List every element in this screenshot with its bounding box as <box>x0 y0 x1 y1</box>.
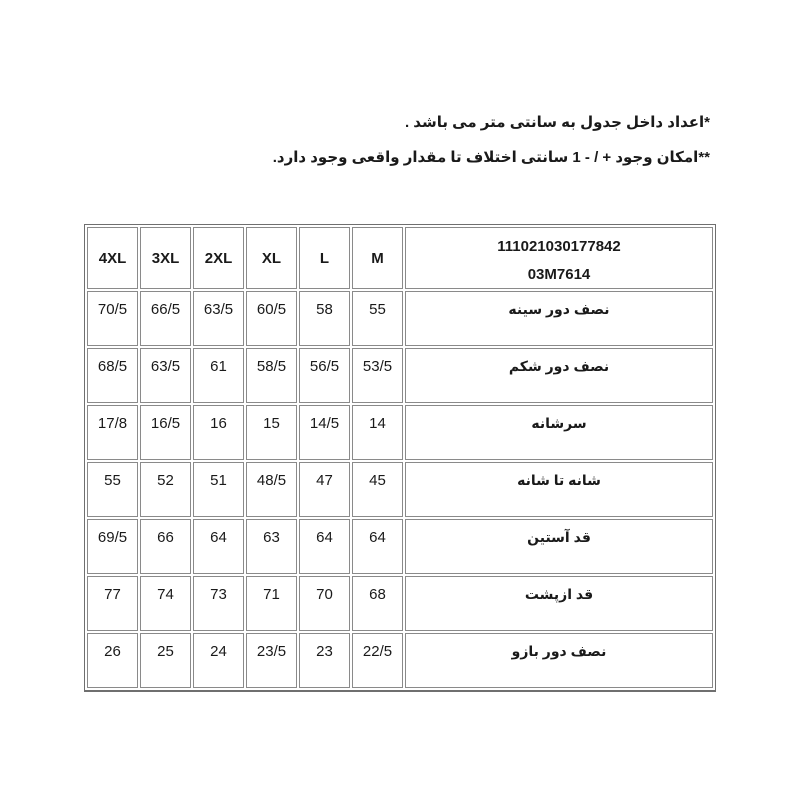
value-cell: 58/5 <box>246 348 297 403</box>
value-cell: 45 <box>352 462 403 517</box>
value-cell: 64 <box>299 519 350 574</box>
value-cell: 70/5 <box>87 291 138 346</box>
value-cell: 77 <box>87 576 138 631</box>
value-cell: 68 <box>352 576 403 631</box>
size-header-2xl: 2XL <box>193 227 244 289</box>
measurement-label-cell: سرشانه <box>405 405 713 460</box>
value-cell: 64 <box>352 519 403 574</box>
table-row <box>87 291 713 346</box>
value-cell: 69/5 <box>87 519 138 574</box>
value-cell: 71 <box>246 576 297 631</box>
value-cell: 74 <box>140 576 191 631</box>
measurement-label-cell: قد ازپشت <box>405 576 713 631</box>
value-cell: 25 <box>140 633 191 688</box>
value-cell: 16 <box>193 405 244 460</box>
measurement-label-cell: نصف دور سینه <box>405 291 713 346</box>
value-cell: 63/5 <box>140 348 191 403</box>
note-line-1: *اعداد داخل جدول به سانتی متر می باشد . <box>404 114 710 131</box>
value-cell: 60/5 <box>246 291 297 346</box>
notes-block <box>273 112 710 168</box>
size-header-m: M <box>352 227 403 289</box>
measurement-label-cell: نصف دور شکم <box>405 348 713 403</box>
value-cell: 64 <box>193 519 244 574</box>
value-cell: 61 <box>193 348 244 403</box>
product-code-line-2: 03M7614 <box>527 265 591 283</box>
value-cell: 66/5 <box>140 291 191 346</box>
table-row <box>87 576 713 631</box>
value-cell: 15 <box>246 405 297 460</box>
table-row <box>87 633 713 688</box>
value-cell: 56/5 <box>299 348 350 403</box>
value-cell: 17/8 <box>87 405 138 460</box>
value-cell: 55 <box>352 291 403 346</box>
value-cell: 63 <box>246 519 297 574</box>
value-cell: 70 <box>299 576 350 631</box>
value-cell: 68/5 <box>87 348 138 403</box>
measurement-label-cell: شانه تا شانه <box>405 462 713 517</box>
size-header-xl: XL <box>246 227 297 289</box>
value-cell: 26 <box>87 633 138 688</box>
measurement-label-cell: قد آستین <box>405 519 713 574</box>
header-row <box>87 227 713 289</box>
value-cell: 14 <box>352 405 403 460</box>
value-cell: 51 <box>193 462 244 517</box>
table-row <box>87 348 713 403</box>
value-cell: 14/5 <box>299 405 350 460</box>
value-cell: 22/5 <box>352 633 403 688</box>
value-cell: 16/5 <box>140 405 191 460</box>
value-cell: 23/5 <box>246 633 297 688</box>
value-cell: 52 <box>140 462 191 517</box>
value-cell: 66 <box>140 519 191 574</box>
table-row <box>87 405 713 460</box>
table-body <box>87 291 713 688</box>
note-line-2: **امکان وجود + / - 1 سانتی اختلاف تا مقدار واقعی وجود دارد. <box>272 149 710 166</box>
value-cell: 48/5 <box>246 462 297 517</box>
table-row <box>87 519 713 574</box>
table-row <box>87 462 713 517</box>
value-cell: 53/5 <box>352 348 403 403</box>
value-cell: 58 <box>299 291 350 346</box>
value-cell: 23 <box>299 633 350 688</box>
value-cell: 55 <box>87 462 138 517</box>
size-header-l: L <box>299 227 350 289</box>
product-code-line-1: 111021030177842 <box>497 237 621 255</box>
measurement-label-cell: نصف دور بازو <box>405 633 713 688</box>
value-cell: 63/5 <box>193 291 244 346</box>
product-code-cell <box>405 227 713 289</box>
size-chart-table <box>84 224 716 692</box>
size-header-3xl: 3XL <box>140 227 191 289</box>
value-cell: 47 <box>299 462 350 517</box>
value-cell: 24 <box>193 633 244 688</box>
size-header-4xl: 4XL <box>87 227 138 289</box>
value-cell: 73 <box>193 576 244 631</box>
